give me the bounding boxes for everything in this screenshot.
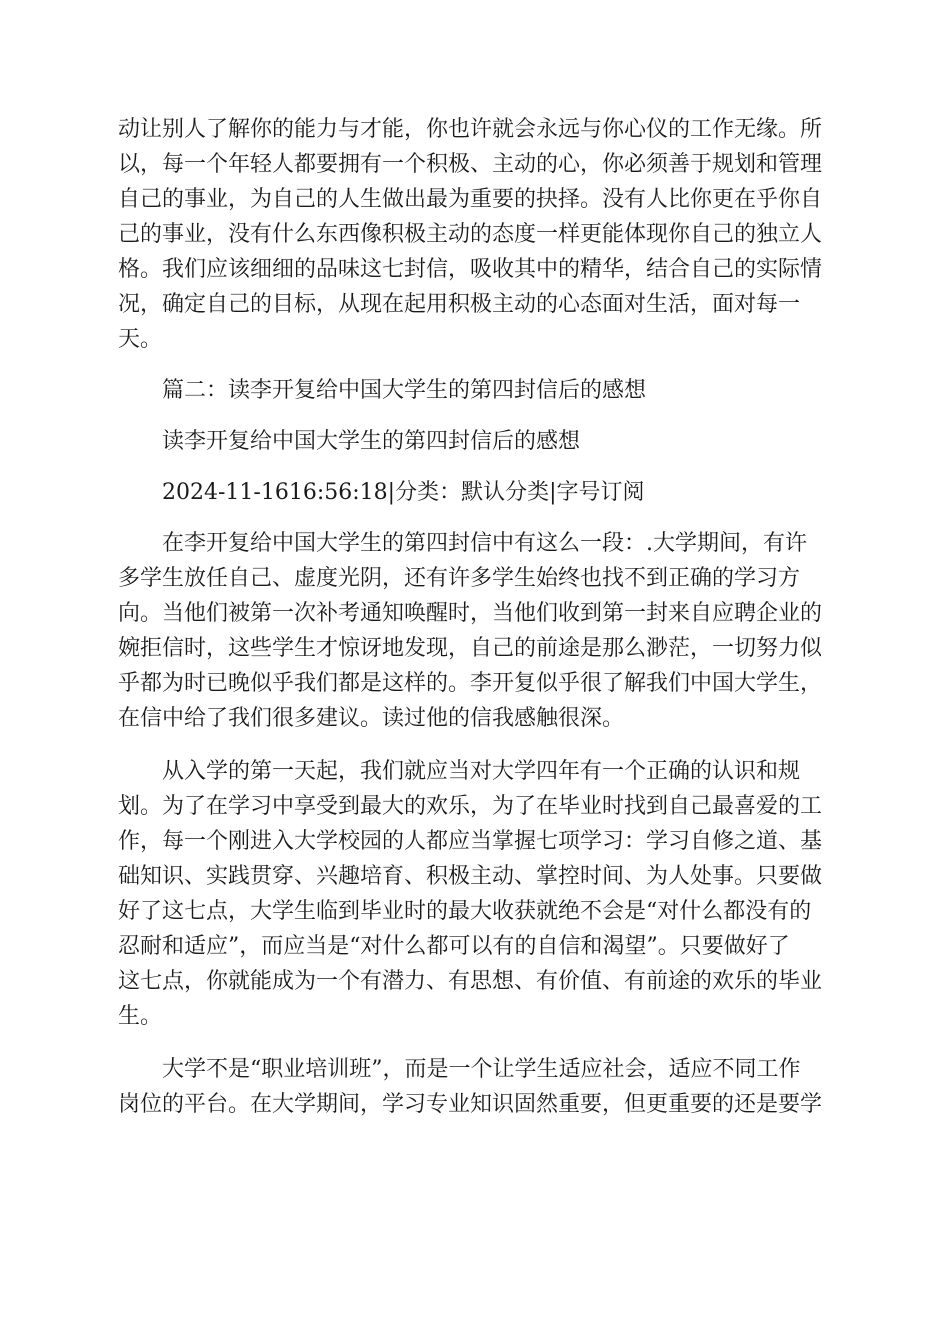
text-line: 以，每一个年轻人都要拥有一个积极、主动的心，你必须善于规划和管理 [118,152,823,177]
text-line: 格。我们应该细细的品味这七封信，吸收其中的精华，结合自己的实际情 [118,257,823,282]
text-line: 在李开复给中国大学生的第四封信中有这么一段：.大学期间，有许 [162,531,807,556]
text-line: 自己的事业，为自己的人生做出最为重要的抉择。没有人比你更在乎你自 [118,187,823,212]
article-meta-block [118,475,832,510]
paragraph [118,1052,832,1122]
text-line: 婉拒信时，这些学生才惊讶地发现，自己的前途是那么渺茫，一切努力似 [118,636,823,661]
text-line: 岗位的平台。在大学期间，学习专业知识固然重要，但更重要的还是要学 [118,1092,823,1117]
section-heading [118,373,832,408]
text-line: 忍耐和适应”，而应当是“对什么都可以有的自信和渴望”。只要做好了 [118,934,790,959]
document-page [118,112,832,1122]
text-line: 作，每一个刚进入大学校园的人都应当掌握七项学习：学习自修之道、基 [118,829,823,854]
text-line: 多学生放任自己、虚度光阴，还有许多学生始终也找不到正确的学习方 [118,566,801,591]
text-line: 在信中给了我们很多建议。读过他的信我感触很深。 [118,706,625,731]
text-line: 划。为了在学习中享受到最大的欢乐，为了在毕业时找到自己最喜爱的工 [118,794,823,819]
text-line: 大学不是“职业培训班”，而是一个让学生适应社会，适应不同工作 [162,1057,801,1082]
paragraph-continued [118,112,832,357]
text-line: 础知识、实践贯穿、兴趣培育、积极主动、掌控时间、为人处事。只要做 [118,864,823,889]
text-line: 向。当他们被第一次补考通知唤醒时，当他们收到第一封来自应聘企业的 [118,601,823,626]
text-line: 生。 [118,1004,163,1029]
article-title-block [118,424,832,459]
article-title: 读李开复给中国大学生的第四封信后的感想 [162,429,581,454]
section-title: 篇二：读李开复给中国大学生的第四封信后的感想 [162,378,647,403]
text-line: 况，确定自己的目标，从现在起用积极主动的心态面对生活，面对每一 [118,292,801,317]
text-line: 己的事业，没有什么东西像积极主动的态度一样更能体现你自己的独立人 [118,222,823,247]
paragraph [118,526,832,736]
text-line: 天。 [118,327,163,352]
text-line: 这七点，你就能成为一个有潜力、有思想、有价值、有前途的欢乐的毕业 [118,969,823,994]
text-line: 动让别人了解你的能力与才能，你也许就会永远与你心仪的工作无缘。所 [118,117,823,142]
article-meta: 2024-11-1616:56:18|分类：默认分类|字号订阅 [162,480,645,505]
text-line: 好了这七点，大学生临到毕业时的最大收获就绝不会是“对什么都没有的 [118,899,812,924]
text-line: 乎都为时已晚似乎我们都是这样的。李开复似乎很了解我们中国大学生， [118,671,823,696]
text-line: 从入学的第一天起，我们就应当对大学四年有一个正确的认识和规 [162,759,801,784]
paragraph [118,754,832,1034]
